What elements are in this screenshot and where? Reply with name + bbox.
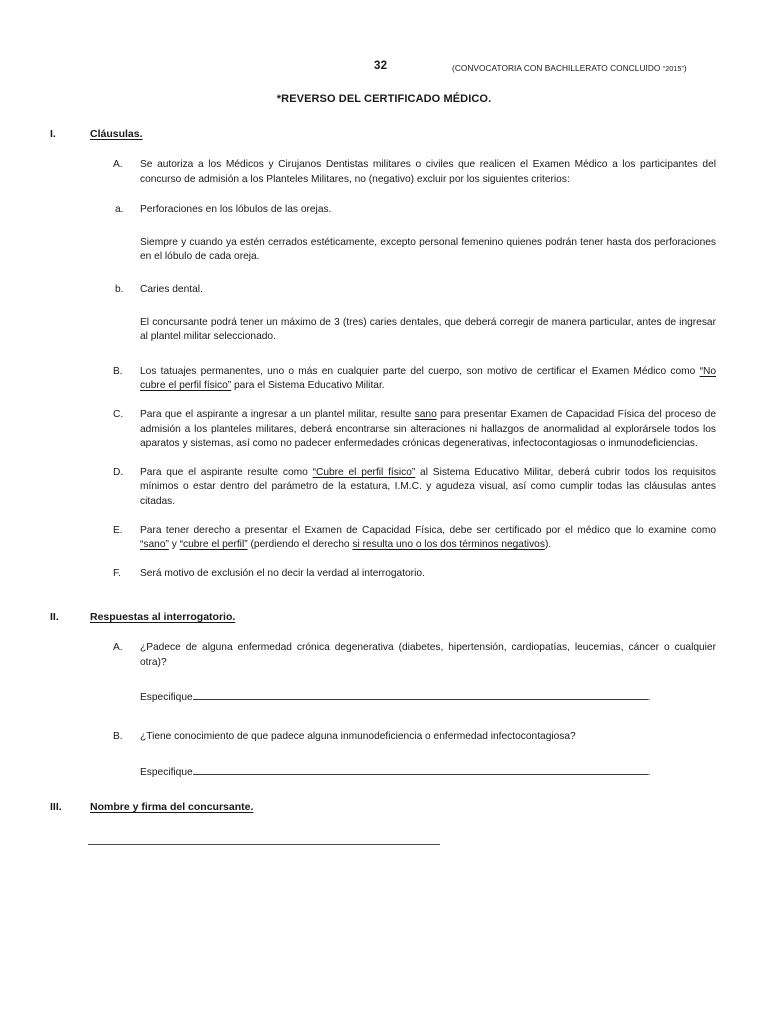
answer-label: Especifique <box>140 692 193 704</box>
section-respuestas <box>0 611 768 779</box>
section-roman-numeral: II. <box>50 611 59 624</box>
clause-emphasis-negativos: si resulta uno o los dos términos negativos <box>352 539 545 551</box>
question-item-b <box>0 730 768 745</box>
clause-text: Será motivo de exclusión el no decir la verdad al interrogatorio. <box>140 567 425 579</box>
convocatoria-suffix: ) <box>683 63 687 73</box>
clause-item-b <box>0 365 768 394</box>
answer-period: . <box>647 767 651 779</box>
convocatoria-year: “2015” <box>662 64 684 73</box>
clause-item-e <box>0 524 768 553</box>
section-roman-numeral: III. <box>50 801 62 814</box>
clause-emphasis-cubre: “cubre el perfil” <box>179 539 248 551</box>
section-title: Respuestas al interrogatorio. <box>90 611 236 624</box>
clause-text-part1: Los tatuajes permanentes, uno o más en cualquier parte del cuerpo, son motivo de certificar el Examen Médico como <box>140 365 700 377</box>
section-roman-numeral: I. <box>50 128 56 140</box>
clause-marker: D. <box>113 466 124 478</box>
section-title: Nombre y firma del concursante. <box>90 801 254 814</box>
subclause-text: Perforaciones en los lóbulos de las orejas. <box>140 204 332 216</box>
section-nombre-firma <box>0 801 768 845</box>
clause-subitem-b <box>0 283 768 298</box>
clause-text-part1: Para tener derecho a presentar el Examen de Capacidad Física, debe ser certificado por el médico que lo examine como <box>140 524 716 536</box>
answer-input-b[interactable] <box>193 763 648 775</box>
clause-item-f <box>0 567 768 582</box>
clause-emphasis: “Cubre el perfil físico” <box>312 466 416 478</box>
clause-marker: F. <box>113 567 121 579</box>
clause-text-part2: para presentar Examen de Capacidad Física del proceso de admisión a los planteles militares, deberá encontrarse sin alteraciones ni hallazgos de anormalidad al explorársele todos los aparatos y sistemas, así como no padecer enfermedades crónicas degenerativas, infectocontagiosas o inmunodeficiencias. <box>140 408 717 450</box>
clause-item-a <box>0 158 768 187</box>
clause-text: Se autoriza a los Médicos y Cirujanos Dentistas militares o civiles que realicen el Examen Médico a los participantes del concurso de admisión a los Planteles Militares, no (negativo) excluir por los siguientes criterios: <box>140 159 716 185</box>
clause-text-part1: Para que el aspirante a ingresar a un plantel militar, resulte <box>140 408 415 420</box>
section-heading <box>0 128 768 144</box>
document-body <box>0 128 768 845</box>
clause-marker: C. <box>113 408 124 420</box>
clause-text-part2: al Sistema Educativo Militar, deberá cubrir todos los requisitos mínimos o estar dentro del parámetro de la estatura, I.M.C. y agudeza visual, así como cumplir todas las cláusulas antes citadas. <box>140 466 716 507</box>
clause-text-part2: para el Sistema Educativo Militar. <box>231 380 385 392</box>
question-item-a <box>0 641 768 670</box>
subclause-marker: b. <box>115 283 124 295</box>
clause-item-d <box>0 466 768 510</box>
section-heading <box>0 801 768 817</box>
subclause-a-note <box>0 236 768 265</box>
answer-label: Especifique <box>140 767 193 779</box>
subclause-a-note-text: Siempre y cuando ya estén cerrados estéticamente, excepto personal femenino quienes podrán tener hasta dos perforaciones en el lóbulo de cada oreja. <box>140 236 716 263</box>
clause-marker: E. <box>113 524 123 536</box>
convocatoria-label <box>452 63 687 73</box>
answer-row-a <box>0 688 768 704</box>
convocatoria-prefix: (CONVOCATORIA CON BACHILLERATO CONCLUIDO <box>452 63 663 73</box>
section-title: Cláusulas. <box>90 128 143 140</box>
question-marker: B. <box>113 731 123 743</box>
question-text: ¿Tiene conocimiento de que padece alguna inmunodeficiencia o enfermedad infectocontagiosa? <box>140 731 576 743</box>
subclause-marker: a. <box>115 204 124 216</box>
clause-item-c <box>0 408 768 452</box>
subclause-b-note <box>0 316 768 345</box>
subclause-b-note-text: El concursante podrá tener un máximo de 3 (tres) caries dentales, que deberá corregir de manera particular, antes de ingresar al plantel militar seleccionado. <box>140 316 716 343</box>
clause-text-part3: (perdiendo el derecho <box>247 539 353 551</box>
clause-emphasis: sano <box>414 408 437 420</box>
clause-emphasis: “No cubre el perfil físico” <box>140 365 716 392</box>
clause-text-part2: y <box>168 539 180 551</box>
answer-input-a[interactable] <box>193 688 648 700</box>
question-marker: A. <box>113 642 123 654</box>
page-title: *REVERSO DEL CERTIFICADO MÉDICO. <box>276 93 492 105</box>
clause-emphasis-sano: “sano” <box>140 539 169 551</box>
answer-row-b <box>0 763 768 779</box>
section-heading <box>0 611 768 627</box>
section-clausulas <box>0 128 768 581</box>
clause-marker: A. <box>113 159 123 170</box>
clause-marker: B. <box>113 365 123 377</box>
subclause-text: Caries dental. <box>140 283 203 295</box>
clause-text-part1: Para que el aspirante resulte como <box>140 466 313 478</box>
clause-subitem-a <box>0 203 768 218</box>
page-header <box>0 60 768 80</box>
signature-line[interactable] <box>88 843 440 845</box>
page-number: 32 <box>374 60 388 72</box>
answer-period: . <box>647 692 651 704</box>
question-text: ¿Padece de alguna enfermedad crónica degenerativa (diabetes, hipertensión, cardiopatías, leucemias, cáncer o cualquier otra)? <box>140 642 716 668</box>
signature-area <box>0 843 768 845</box>
clause-text-part4: ). <box>544 539 552 551</box>
